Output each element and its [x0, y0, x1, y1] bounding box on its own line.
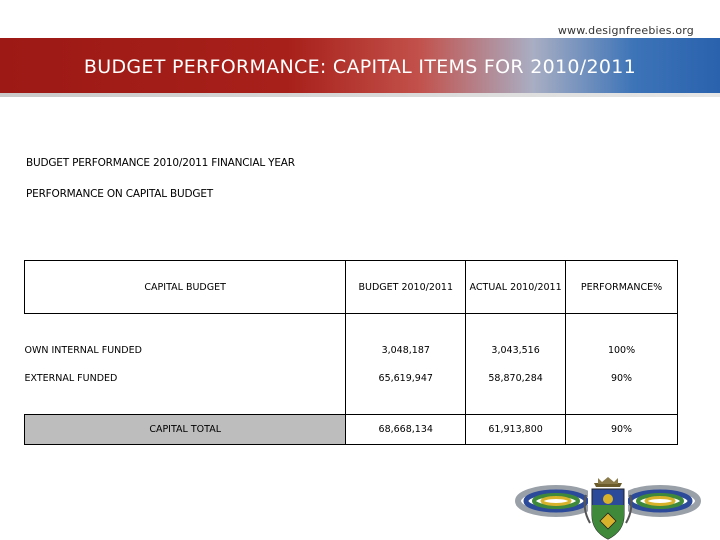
coat-of-arms-icon — [508, 475, 708, 540]
logo-left-swooshes — [518, 488, 594, 514]
spacer-cell — [566, 314, 678, 337]
actual-cell: 3,043,516 — [466, 336, 566, 364]
row-label: OWN INTERNAL FUNDED — [24, 344, 142, 356]
table-spacer-row — [25, 314, 678, 337]
section-heading-financial-year: BUDGET PERFORMANCE 2010/2011 FINANCIAL YEAR — [26, 157, 295, 169]
logo-shield — [585, 477, 632, 540]
budget-cell: 3,048,187 — [346, 336, 466, 364]
spacer-cell — [466, 392, 566, 415]
total-budget-cell: 68,668,134 — [346, 415, 466, 445]
total-actual-cell: 61,913,800 — [466, 415, 566, 445]
spacer-cell — [25, 314, 346, 337]
spacer-cell — [466, 314, 566, 337]
spacer-cell — [346, 314, 466, 337]
table-header-row — [25, 261, 678, 314]
site-url: www.designfreebies.org — [557, 24, 694, 37]
column-header-actual: ACTUAL 2010/2011 — [466, 261, 566, 314]
logo-right-swooshes — [622, 488, 698, 514]
performance-cell: 90% — [566, 364, 678, 392]
table-row — [25, 336, 678, 364]
total-performance-cell: 90% — [566, 415, 678, 445]
total-label: CAPITAL TOTAL — [25, 415, 346, 445]
column-header-budget: BUDGET 2010/2011 — [346, 261, 466, 314]
table-total-row — [25, 415, 678, 445]
row-label: EXTERNAL FUNDED — [24, 372, 118, 384]
spacer-cell — [25, 392, 346, 415]
budget-cell: 65,619,947 — [346, 364, 466, 392]
actual-cell: 58,870,284 — [466, 364, 566, 392]
table-row — [25, 364, 678, 392]
spacer-cell — [346, 392, 466, 415]
capital-budget-table — [24, 260, 678, 445]
performance-cell: 100% — [566, 336, 678, 364]
page-title: BUDGET PERFORMANCE: CAPITAL ITEMS FOR 2010/2011 — [83, 56, 637, 78]
banner-divider — [0, 93, 720, 97]
section-heading-capital-budget: PERFORMANCE ON CAPITAL BUDGET — [26, 188, 213, 200]
column-header-capital-budget: CAPITAL BUDGET — [25, 261, 346, 314]
spacer-cell — [566, 392, 678, 415]
column-header-performance: PERFORMANCE% — [566, 261, 678, 314]
table-spacer-row — [25, 392, 678, 415]
